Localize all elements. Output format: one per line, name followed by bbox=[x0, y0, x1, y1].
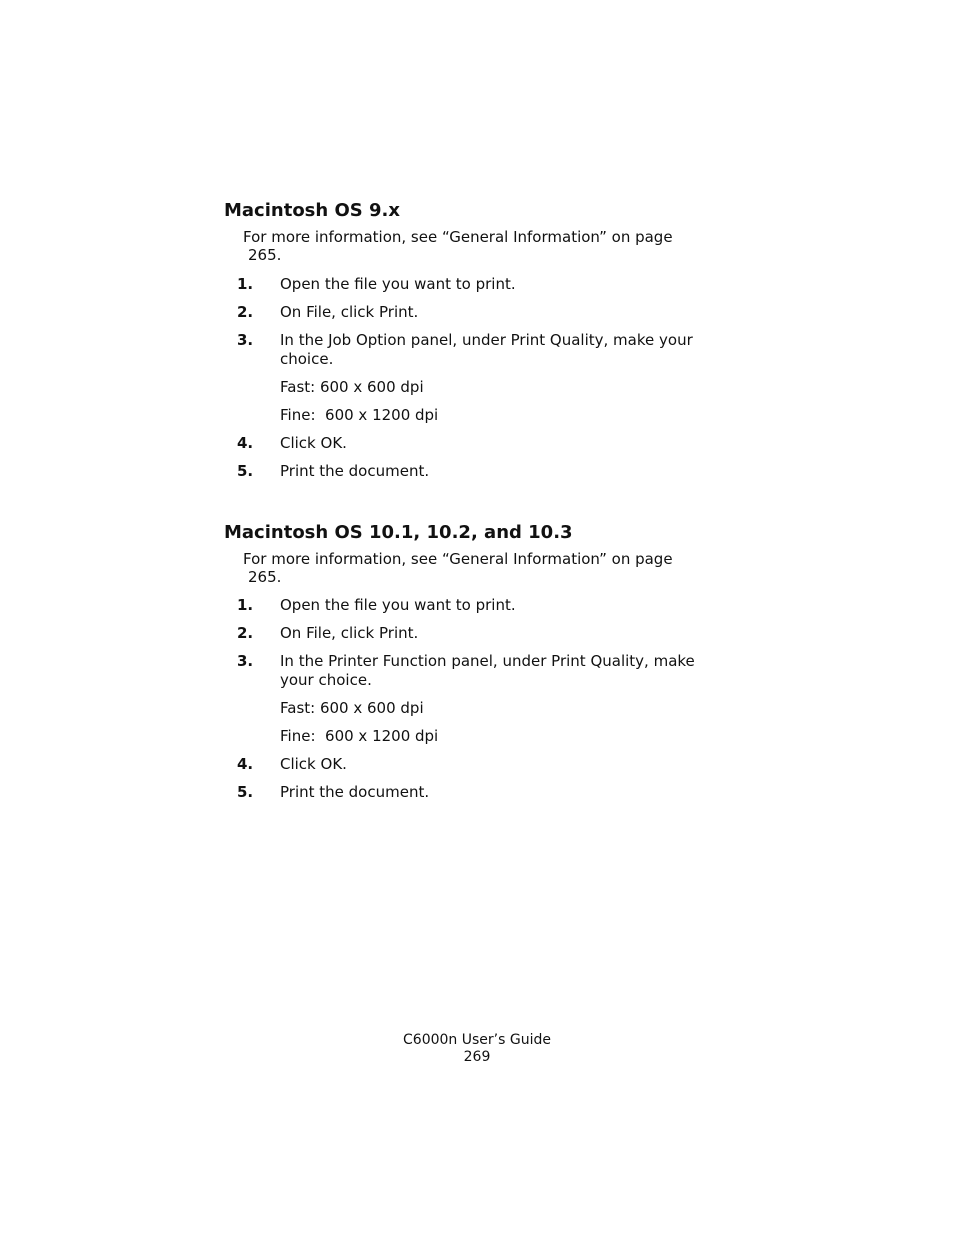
section-intro bbox=[243, 550, 713, 586]
page-footer bbox=[0, 1032, 954, 1066]
intro-page-ref: 265. bbox=[248, 246, 282, 264]
step-text: On File, click Print. bbox=[280, 303, 419, 321]
step-text: Click OK. bbox=[280, 755, 347, 773]
step-number: 4. bbox=[237, 755, 254, 773]
step-text: Open the file you want to print. bbox=[280, 275, 516, 293]
step-number: 2. bbox=[237, 303, 254, 321]
step-number: 3. bbox=[237, 331, 254, 349]
section-os10 bbox=[224, 522, 734, 812]
intro-line: For more information, see “General Information” on page bbox=[243, 550, 673, 568]
intro-page-ref: 265. bbox=[248, 568, 282, 586]
guide-title: C6000n User’s Guide bbox=[403, 1032, 551, 1048]
step-text: Open the file you want to print. bbox=[280, 596, 516, 614]
section-heading: Macintosh OS 10.1, 10.2, and 10.3 bbox=[224, 522, 573, 543]
section-intro bbox=[243, 228, 713, 264]
step-number: 1. bbox=[237, 275, 254, 293]
step-text: In the Printer Function panel, under Print Quality, make your choice. bbox=[280, 652, 695, 689]
step-number: 5. bbox=[237, 462, 254, 480]
step-text: In the Job Option panel, under Print Quality, make your choice. bbox=[280, 331, 693, 368]
step-text: Print the document. bbox=[280, 783, 430, 801]
step-text: On File, click Print. bbox=[280, 624, 419, 642]
section-heading: Macintosh OS 9.x bbox=[224, 200, 400, 221]
step-number: 5. bbox=[237, 783, 254, 801]
section-os9 bbox=[224, 200, 734, 490]
intro-line: For more information, see “General Information” on page bbox=[243, 228, 673, 246]
quality-option-fast: Fast: 600 x 600 dpi bbox=[280, 378, 424, 396]
page-number: 269 bbox=[463, 1049, 491, 1065]
step-number: 1. bbox=[237, 596, 254, 614]
quality-option-fine: Fine: 600 x 1200 dpi bbox=[280, 406, 439, 424]
step-text: Click OK. bbox=[280, 434, 347, 452]
quality-option-fine: Fine: 600 x 1200 dpi bbox=[280, 727, 439, 745]
step-number: 3. bbox=[237, 652, 254, 670]
step-number: 4. bbox=[237, 434, 254, 452]
quality-option-fast: Fast: 600 x 600 dpi bbox=[280, 699, 424, 717]
step-text: Print the document. bbox=[280, 462, 430, 480]
step-number: 2. bbox=[237, 624, 254, 642]
